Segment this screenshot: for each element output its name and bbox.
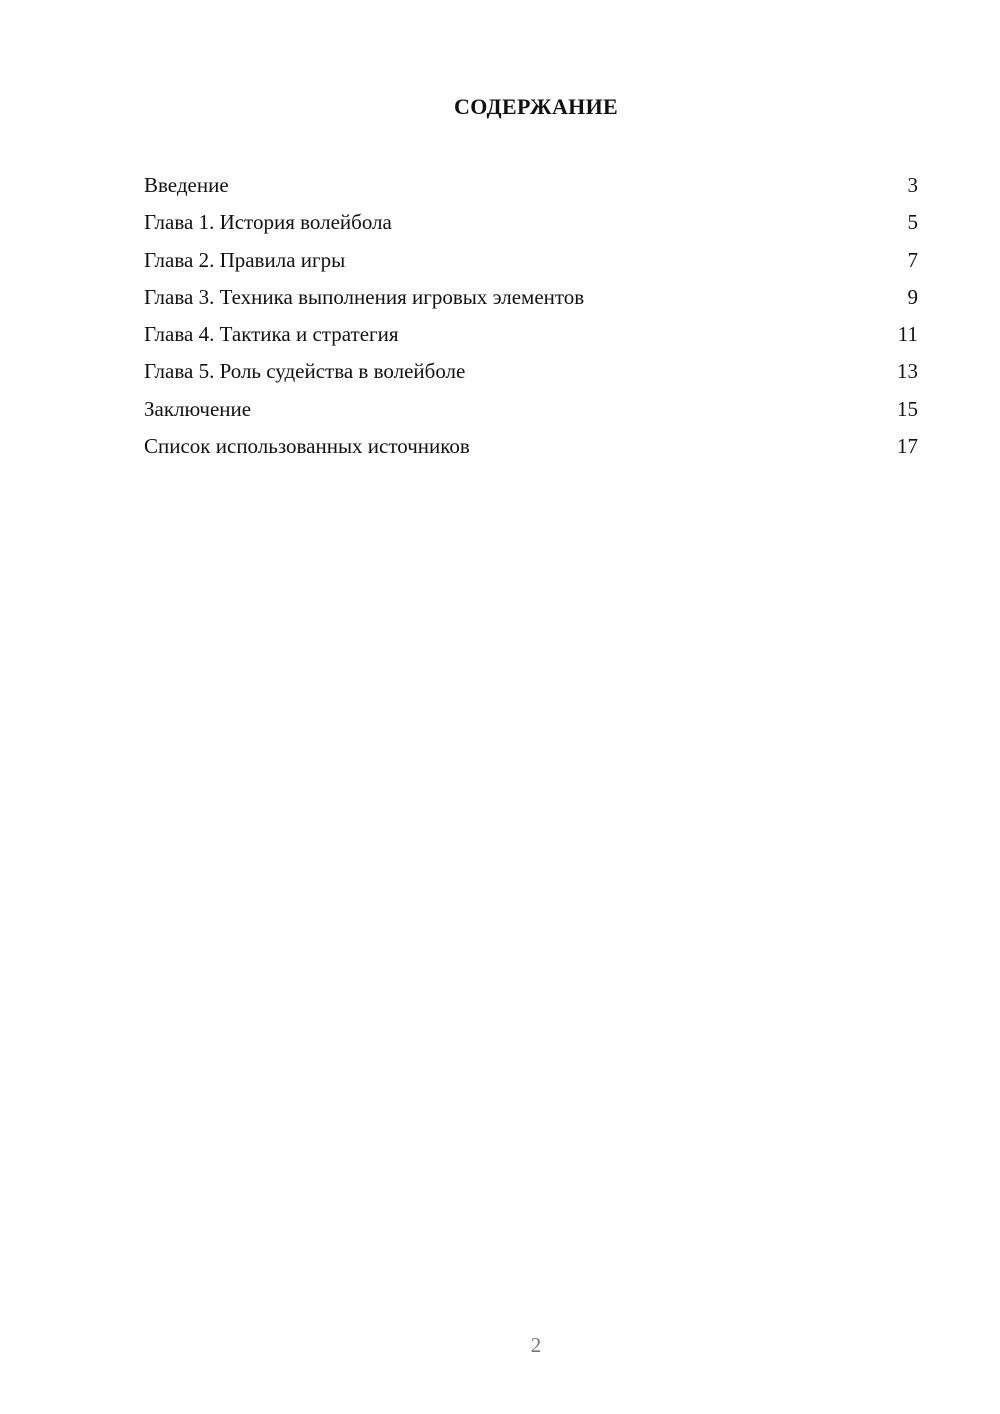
toc-entry-chapter-2[interactable] xyxy=(144,243,918,280)
page-title: СОДЕРЖАНИЕ xyxy=(454,94,618,119)
toc-entry-label: Глава 4. Тактика и стратегия xyxy=(144,322,399,347)
toc-entry-label: Глава 2. Правила игры xyxy=(144,247,346,272)
toc-entry-conclusion[interactable] xyxy=(144,392,918,429)
page-number: 2 xyxy=(530,1333,542,1357)
toc-entry-page: 15 xyxy=(897,396,918,421)
table-of-contents xyxy=(144,168,918,466)
toc-entry-page: 13 xyxy=(897,359,918,384)
toc-entry-references[interactable] xyxy=(144,429,918,466)
toc-entry-page: 3 xyxy=(907,173,918,197)
toc-entry-page: 9 xyxy=(907,284,918,309)
toc-entry-chapter-5[interactable] xyxy=(144,354,918,391)
toc-entry-chapter-4[interactable] xyxy=(144,317,918,354)
toc-entry-page: 17 xyxy=(897,434,918,459)
toc-entry-introduction[interactable] xyxy=(144,168,918,205)
toc-entry-page: 5 xyxy=(907,210,918,235)
toc-entry-label: Глава 3. Техника выполнения игровых элементов xyxy=(144,284,585,309)
toc-entry-chapter-3[interactable] xyxy=(144,280,918,317)
toc-entry-label: Глава 5. Роль судейства в волейболе xyxy=(144,359,466,384)
toc-entry-page: 11 xyxy=(897,322,918,347)
toc-entry-label: Введение xyxy=(144,173,229,197)
toc-entry-label: Список использованных источников xyxy=(144,434,470,459)
toc-entry-chapter-1[interactable] xyxy=(144,205,918,242)
toc-entry-label: Глава 1. История волейбола xyxy=(144,210,392,235)
toc-entry-label: Заключение xyxy=(144,396,252,421)
toc-entry-page: 7 xyxy=(907,247,918,272)
